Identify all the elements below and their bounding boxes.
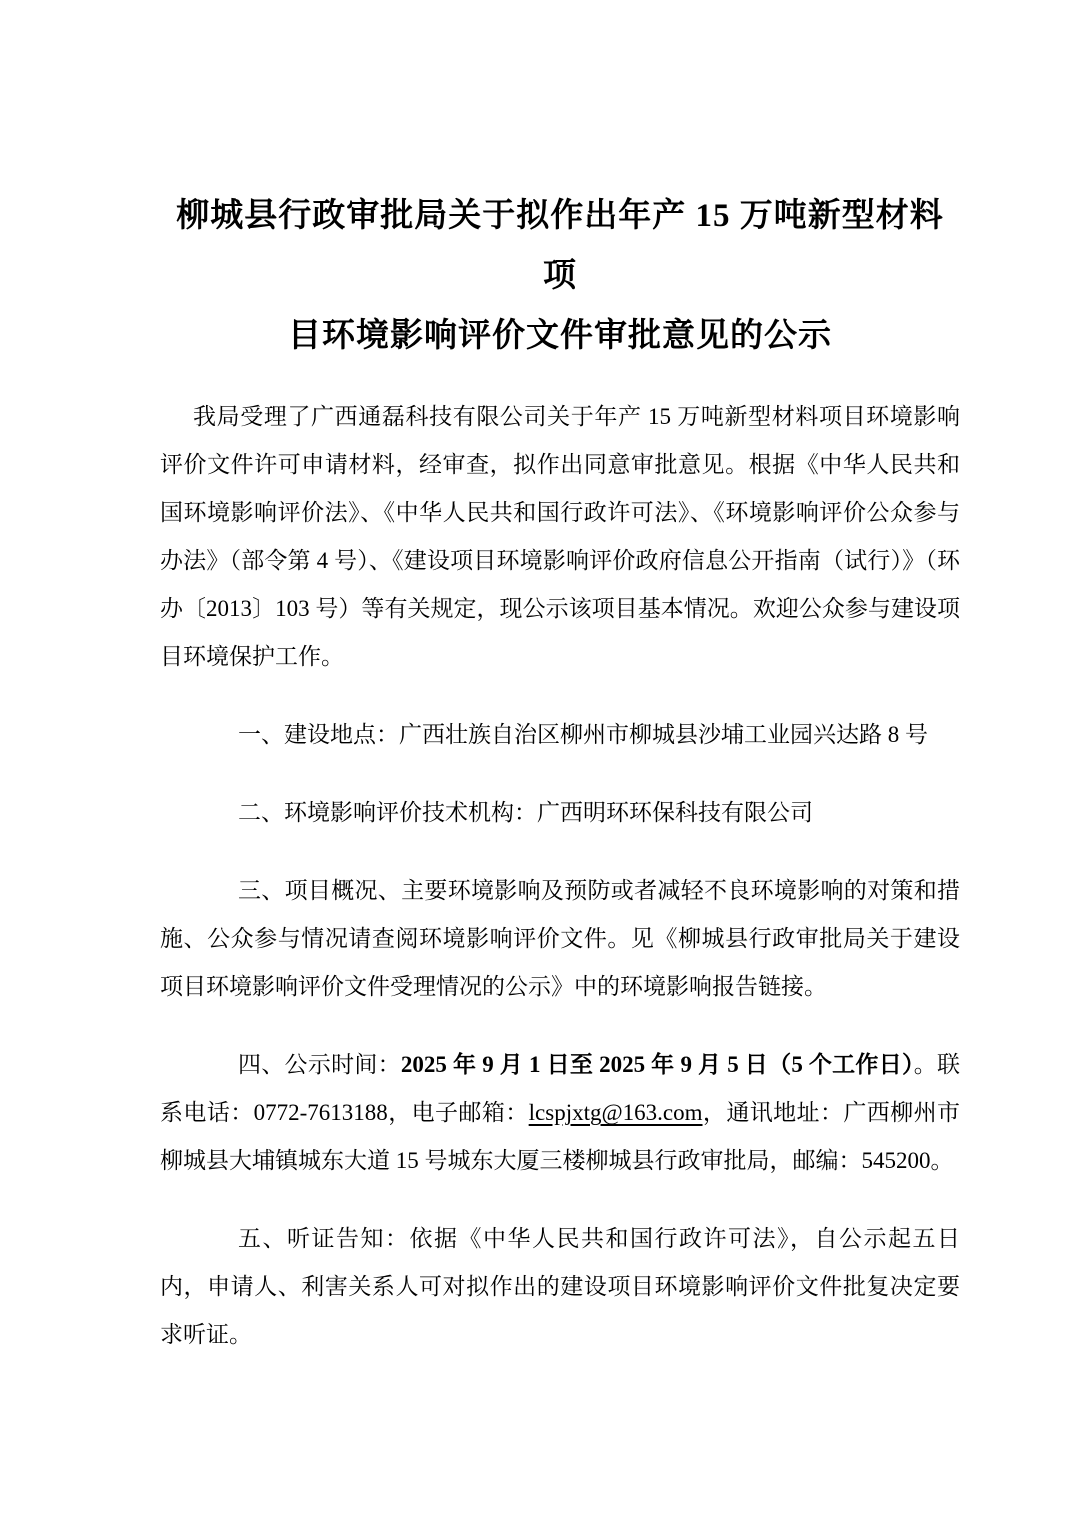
doc-title-line-2: 目环境影响评价文件审批意见的公示 [288, 318, 832, 354]
notice-item-eia-agency [160, 789, 960, 837]
notice-item-publicity-period [160, 1041, 960, 1185]
text-segment: 2025 年 9 月 1 日至 2025 年 9 月 5 日（5 个工作日） [400, 1052, 914, 1077]
doc-title [160, 186, 960, 366]
email-link[interactable]: lcspjxtg@163.com [528, 1100, 703, 1125]
text-segment: 二、环境影响评价技术机构：广西明环环保科技有限公司 [238, 800, 813, 825]
intro-paragraph: 我局受理了广西通磊科技有限公司关于年产 15 万吨新型材料项目环境影响评价文件许可申请材料，经审查，拟作出同意审批意见。根据《中华人民共和国环境影响评价法》、《中华人民共和国行政许可法》、《环境影响评价公众参与办法》（部令第 4 号）、《建设项目环境影响评价政府信息公开指南（试行）》（环办〔2013〕103 号）等有关规定，现公示该项目基本情况。欢迎公众参与建设项目环境保护工作。 [160, 404, 960, 669]
doc-title-line-1: 柳城县行政审批局关于拟作出年产 15 万吨新型材料项 [176, 198, 944, 294]
notice-item-location [160, 711, 960, 759]
text-segment: 一、建设地点：广西壮族自治区柳州市柳城县沙埔工业园兴达路 8 号 [238, 722, 928, 747]
notice-item-project-overview [160, 867, 960, 1011]
text-segment: 五、听证告知：依据《中华人民共和国行政许可法》，自公示起五日内，申请人、利害关系人可对拟作出的建设项目环境影响评价文件批复决定要求听证。 [160, 1226, 960, 1347]
text-segment: ，通讯地址：广西柳州市柳城县大埔镇城东大道 15 号城东大厦三楼柳城县行政审批局，邮编：545200。 [160, 1100, 960, 1173]
text-segment: 四、公示时间： [238, 1052, 401, 1077]
notice-item-hearing-notice [160, 1215, 960, 1359]
text-segment: 。联系电话：0772-7613188，电子邮箱： [160, 1052, 961, 1125]
text-segment: 三、项目概况、主要环境影响及预防或者减轻不良环境影响的对策和措施、公众参与情况请查阅环境影响评价文件。见《柳城县行政审批局关于建设项目环境影响评价文件受理情况的公示》中的环境影响报告链接。 [160, 878, 960, 999]
